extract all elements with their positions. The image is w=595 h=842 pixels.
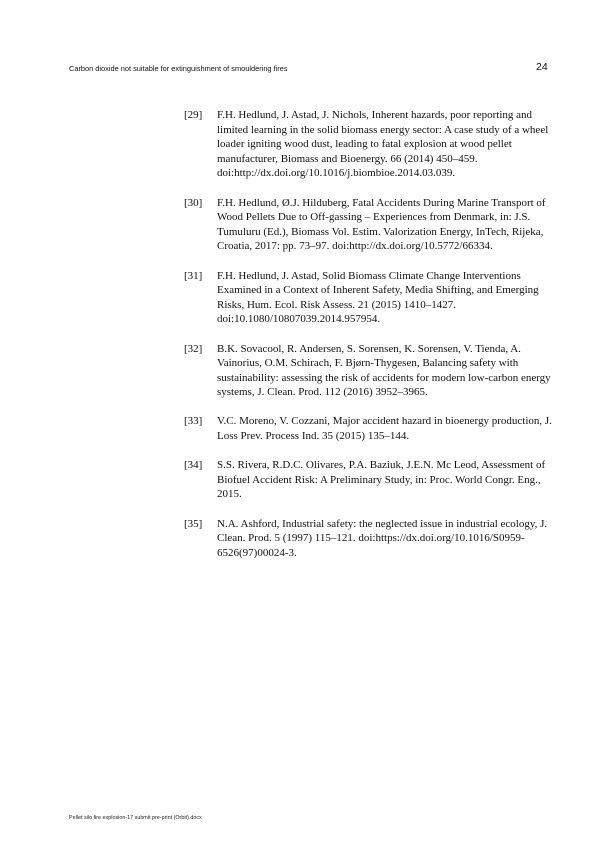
- reference-item: [184, 196, 556, 254]
- reference-number: [32]: [184, 342, 203, 355]
- reference-number: [33]: [184, 415, 203, 428]
- reference-item: [184, 414, 556, 443]
- reference-item: [184, 458, 556, 502]
- page-number: 24: [536, 61, 548, 73]
- reference-text: F.H. Hedlund, J. Astad, J. Nichols, Inherent hazards, poor reporting and limited learning in the solid biomass energy sector: A case study of a wheel loader igniting wood dust, leading to fatal explosion at wood pellet manufacturer, Biomass and Bioenergy. 66 (2014) 450–459. doi:http://dx.doi.org/10.1016/j.biombioe.2014.03.039.: [217, 109, 549, 180]
- document-filename-footer: Pellet silo fire explosion-17 submit pre-print (Orbit).docx: [69, 815, 202, 821]
- reference-item: [184, 517, 556, 561]
- reference-number: [30]: [184, 196, 203, 209]
- reference-text: F.H. Hedlund, Ø.J. Hilduberg, Fatal Accidents During Marine Transport of Wood Pellets Due to Off-gassing – Experiences from Denmark, in: J.S. Tumuluru (Ed.), Biomass Vol. Estim. Valorization Energy, InTech, Rijeka, Croatia, 2017: pp. 73–97. doi:http://dx.doi.org/10.5772/66334.: [217, 196, 546, 253]
- reference-list: [184, 108, 556, 575]
- reference-number: [31]: [184, 269, 203, 282]
- reference-number: [34]: [184, 459, 203, 472]
- reference-number: [29]: [184, 109, 203, 121]
- reference-item: [184, 108, 556, 181]
- reference-text: V.C. Moreno, V. Cozzani, Major accident hazard in bioenergy production, J. Loss Prev. Process Ind. 35 (2015) 135–144.: [217, 415, 552, 443]
- reference-text: N.A. Ashford, Industrial safety: the neglected issue in industrial ecology, J. Clean. Prod. 5 (1997) 115–121. doi:https://dx.doi.org/10.1016/S0959-6526(97)00024-3.: [217, 517, 548, 559]
- running-header: Carbon dioxide not suitable for extinguishment of smouldering fires: [69, 64, 288, 73]
- reference-number: [35]: [184, 517, 203, 530]
- reference-item: [184, 269, 556, 327]
- reference-text: B.K. Sovacool, R. Andersen, S. Sorensen, K. Sorensen, V. Tienda, A. Vainorius, O.M. Schirach, F. Bjørn-Thygesen, Balancing safety with sustainability: assessing the risk of accidents for modern low-carbon energy systems, J. Clean. Prod. 112 (2016) 3952–3965.: [217, 342, 551, 399]
- reference-item: [184, 342, 556, 400]
- reference-text: F.H. Hedlund, J. Astad, Solid Biomass Climate Change Interventions Examined in a Context of Inherent Safety, Media Shifting, and Emerging Risks, Hum. Ecol. Risk Assess. 21 (2015) 1410–1427. doi:10.1080/10807039.2014.957954.: [217, 269, 539, 326]
- reference-text: S.S. Rivera, R.D.C. Olivares, P.A. Baziuk, J.E.N. Mc Leod, Assessment of Biofuel Accident Risk: A Preliminary Study, in: Proc. World Congr. Eng., 2015.: [217, 459, 546, 501]
